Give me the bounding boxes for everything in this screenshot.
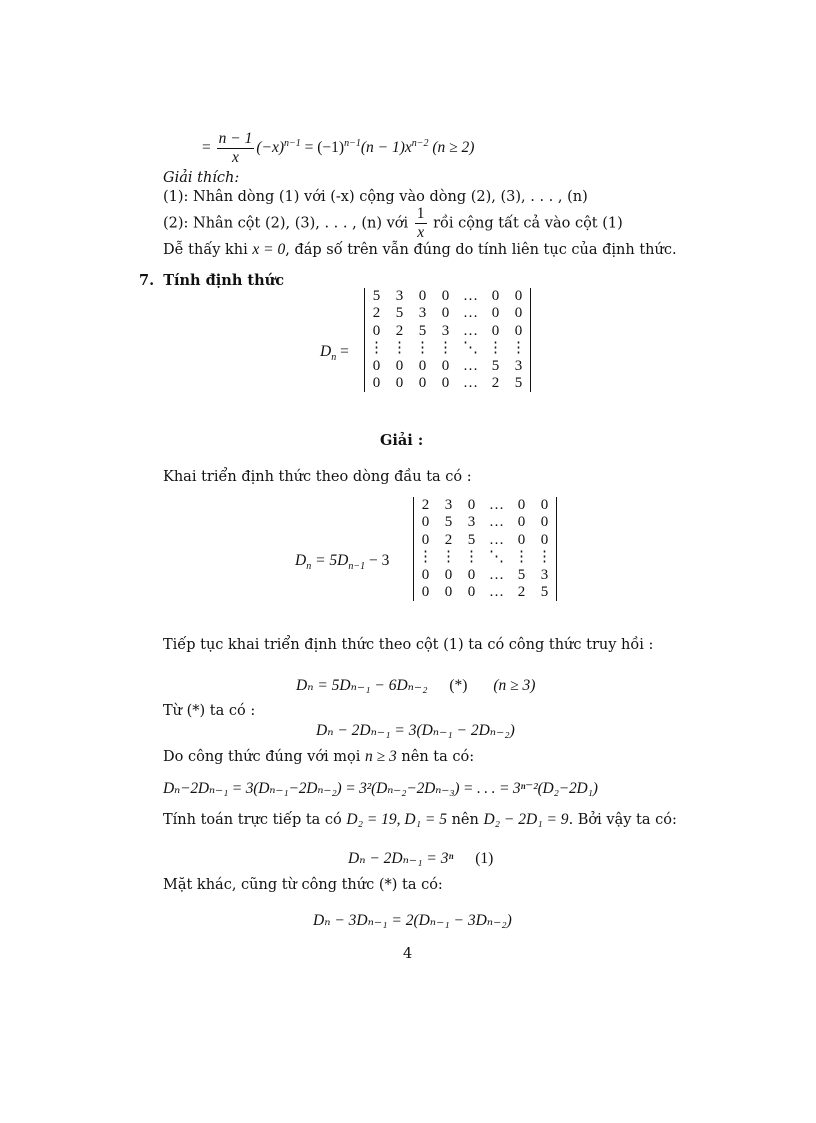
solution-paragraph-4	[163, 748, 474, 766]
solution-paragraph-6: Mặt khác, cũng từ công thức (*) ta có:	[163, 877, 443, 893]
matrix-cell: 0	[444, 584, 453, 601]
matrix-cell: 5	[372, 288, 381, 304]
matrix-cell: 0	[441, 357, 450, 374]
matrix-cell: 0	[441, 305, 450, 322]
matrix-cell: 0	[517, 514, 526, 531]
matrix-cell: 2	[491, 375, 500, 392]
explain-line-2-a: (2): Nhân cột (2), (3), . . . , (n) với	[163, 215, 409, 232]
matrix-cell: …	[463, 288, 478, 304]
solution-paragraph-3: Từ (*) ta có :	[163, 703, 256, 719]
explain-title: Giải thích:	[163, 170, 240, 186]
exponent: n−2	[411, 137, 429, 149]
matrix-cell: ⋮	[438, 340, 453, 357]
equation-5	[348, 849, 493, 868]
matrix-cell: ⋱	[463, 340, 478, 357]
matrix-cell: 0	[491, 288, 500, 304]
matrix-row	[414, 497, 556, 514]
fraction-numerator: 1	[416, 205, 425, 222]
matrix-cell: 3	[540, 566, 549, 583]
matrix-row	[365, 340, 530, 357]
matrix-cell: 0	[421, 514, 430, 531]
determinant-2	[413, 497, 557, 601]
matrix-cell: ⋮	[369, 340, 384, 357]
matrix-cell: …	[489, 584, 504, 601]
eq1-lhs: D	[295, 552, 307, 569]
problem-lhs	[320, 343, 349, 364]
matrix-cell: 5	[418, 322, 427, 339]
recurrence-equation	[296, 676, 535, 695]
solution-paragraph-5	[163, 811, 677, 829]
explain-line-3-math: x = 0	[252, 241, 286, 258]
matrix-cell: 0	[467, 566, 476, 583]
eq1-lhs-sub: n	[306, 561, 312, 573]
matrix-cell: ⋱	[489, 549, 504, 566]
p4-math: n ≥ 3	[365, 748, 397, 765]
determinant-2-table	[414, 497, 556, 601]
p5-text-a: Tính toán trực tiếp ta có	[163, 812, 342, 828]
matrix-cell: 5	[395, 305, 404, 322]
matrix-cell: …	[463, 322, 478, 339]
problem-heading	[139, 272, 284, 289]
matrix-cell: 5	[444, 514, 453, 531]
p5-math-2: D₂ − 2D₁ = 9	[483, 811, 569, 828]
matrix-cell: …	[463, 375, 478, 392]
matrix-cell: 0	[491, 305, 500, 322]
matrix-cell: 0	[514, 305, 523, 322]
recurrence-tag: (*)	[449, 677, 468, 694]
equals-sign: =	[340, 343, 349, 360]
matrix-cell: 0	[517, 497, 526, 513]
matrix-row	[365, 323, 530, 340]
matrix-cell: 5	[491, 357, 500, 374]
fraction	[415, 206, 427, 241]
formula-part: = (−1)	[300, 139, 345, 157]
lhs-subscript: n	[331, 352, 337, 364]
matrix-cell: 0	[395, 357, 404, 374]
matrix-cell: 2	[372, 305, 381, 322]
matrix-cell: 0	[418, 375, 427, 392]
equation-4: Dₙ−2Dₙ₋₁ = 3(Dₙ₋₁−2Dₙ₋₂) = 3²(Dₙ₋₂−2Dₙ₋₃) = . . . = 3ⁿ⁻²(D₂−2D₁)	[163, 780, 598, 797]
matrix-row	[414, 549, 556, 566]
equation-1	[295, 552, 390, 573]
solution-paragraph-2: Tiếp tục khai triển định thức theo cột (1) ta có công thức truy hồi :	[163, 637, 654, 653]
explain-line-3-b: , đáp số trên vẫn đúng do tính liên tục của định thức.	[285, 242, 677, 258]
eq1-tail: − 3	[365, 552, 390, 569]
matrix-cell: 5	[514, 375, 523, 392]
matrix-cell: 0	[441, 288, 450, 304]
matrix-cell: ⋮	[514, 549, 529, 566]
solution-heading: Giải :	[380, 432, 424, 449]
matrix-row	[414, 514, 556, 531]
p5-math-1: D₂ = 19, D₁ = 5	[346, 811, 447, 828]
matrix-cell: 0	[372, 357, 381, 374]
formula-part: (n − 1)x	[360, 139, 412, 157]
matrix-cell: …	[489, 566, 504, 583]
matrix-cell: ⋮	[392, 340, 407, 357]
eq5-tag: (1)	[475, 850, 494, 867]
matrix-cell: 5	[467, 531, 476, 548]
equals-sign: =	[202, 139, 211, 157]
determinant-1	[364, 288, 531, 392]
matrix-cell: 0	[517, 531, 526, 548]
matrix-cell: ⋮	[464, 549, 479, 566]
matrix-cell: 0	[441, 375, 450, 392]
matrix-cell: 3	[441, 322, 450, 339]
recurrence-condition: (n ≥ 3)	[493, 677, 536, 694]
matrix-cell: …	[489, 514, 504, 531]
fraction	[217, 131, 255, 166]
equation-3: Dₙ − 2Dₙ₋₁ = 3(Dₙ₋₁ − 2Dₙ₋₂)	[316, 722, 515, 739]
matrix-row	[365, 375, 530, 392]
matrix-cell: 3	[467, 514, 476, 531]
matrix-cell: 2	[517, 584, 526, 601]
matrix-cell: ⋮	[418, 549, 433, 566]
matrix-cell: 0	[372, 322, 381, 339]
formula-condition: (n ≥ 2)	[428, 139, 475, 157]
top-formula	[202, 131, 474, 166]
matrix-cell: 0	[372, 375, 381, 392]
matrix-cell: 0	[421, 584, 430, 601]
p4-text-b: nên ta có:	[401, 749, 475, 765]
matrix-cell: 3	[395, 288, 404, 304]
explain-line-1: (1): Nhân dòng (1) với (-x) cộng vào dòng (2), (3), . . . , (n)	[163, 189, 588, 205]
problem-title: Tính định thức	[163, 272, 285, 289]
matrix-cell: …	[463, 357, 478, 374]
lhs-symbol: D	[320, 343, 332, 360]
matrix-cell: 0	[540, 497, 549, 513]
matrix-cell: ⋮	[537, 549, 552, 566]
matrix-cell: …	[463, 305, 478, 322]
matrix-row	[365, 288, 530, 305]
matrix-cell: 0	[444, 566, 453, 583]
matrix-row	[414, 567, 556, 584]
matrix-cell: ⋮	[415, 340, 430, 357]
matrix-cell: 0	[514, 288, 523, 304]
matrix-cell: 0	[421, 531, 430, 548]
matrix-row	[414, 584, 556, 601]
explain-line-3	[163, 241, 677, 259]
matrix-cell: …	[489, 497, 504, 513]
matrix-row	[414, 532, 556, 549]
matrix-cell: 0	[395, 375, 404, 392]
eq1-mid-sub: n−1	[348, 561, 366, 573]
matrix-cell: 0	[418, 288, 427, 304]
matrix-cell: 0	[514, 322, 523, 339]
formula-part: (−x)	[256, 139, 285, 157]
matrix-cell: 3	[418, 305, 427, 322]
p5-text-b: nên	[451, 812, 479, 828]
fraction-numerator: n − 1	[218, 130, 253, 147]
matrix-cell: 0	[467, 497, 476, 513]
explain-line-3-a: Dễ thấy khi	[163, 242, 248, 258]
matrix-cell: 0	[491, 322, 500, 339]
matrix-cell: 5	[517, 566, 526, 583]
p4-text-a: Do công thức đúng với mọi	[163, 749, 361, 765]
matrix-cell: 0	[467, 584, 476, 601]
matrix-cell: 0	[418, 357, 427, 374]
fraction-denominator: x	[232, 149, 239, 166]
matrix-cell: ⋮	[441, 549, 456, 566]
matrix-cell: 5	[540, 584, 549, 601]
determinant-1-table	[365, 288, 530, 392]
page-number: 4	[403, 946, 413, 962]
matrix-cell: ⋮	[511, 340, 526, 357]
exponent: n−1	[284, 137, 301, 149]
eq5-formula: Dₙ − 2Dₙ₋₁ = 3ⁿ	[348, 850, 454, 867]
matrix-cell: 0	[421, 566, 430, 583]
exponent: n−1	[344, 137, 361, 149]
matrix-cell: 2	[421, 497, 430, 513]
explain-line-2	[163, 206, 623, 241]
matrix-cell: …	[489, 531, 504, 548]
matrix-cell: 0	[540, 531, 549, 548]
matrix-cell: 2	[395, 322, 404, 339]
p5-text-c: . Bởi vậy ta có:	[568, 812, 677, 828]
matrix-row	[365, 358, 530, 375]
matrix-cell: 2	[444, 531, 453, 548]
matrix-row	[365, 305, 530, 322]
matrix-cell: 3	[444, 497, 453, 513]
matrix-cell: 0	[540, 514, 549, 531]
solution-paragraph-1: Khai triển định thức theo dòng đầu ta có :	[163, 469, 472, 485]
explain-line-2-b: rồi cộng tất cả vào cột (1)	[433, 215, 623, 232]
problem-number: 7.	[139, 272, 155, 289]
recurrence-formula: Dₙ = 5Dₙ₋₁ − 6Dₙ₋₂	[296, 677, 428, 694]
equation-6: Dₙ − 3Dₙ₋₁ = 2(Dₙ₋₁ − 3Dₙ₋₂)	[313, 912, 512, 929]
fraction-denominator: x	[417, 224, 425, 241]
matrix-cell: 3	[514, 357, 523, 374]
matrix-cell: ⋮	[488, 340, 503, 357]
eq1-mid: = 5D	[311, 552, 349, 569]
